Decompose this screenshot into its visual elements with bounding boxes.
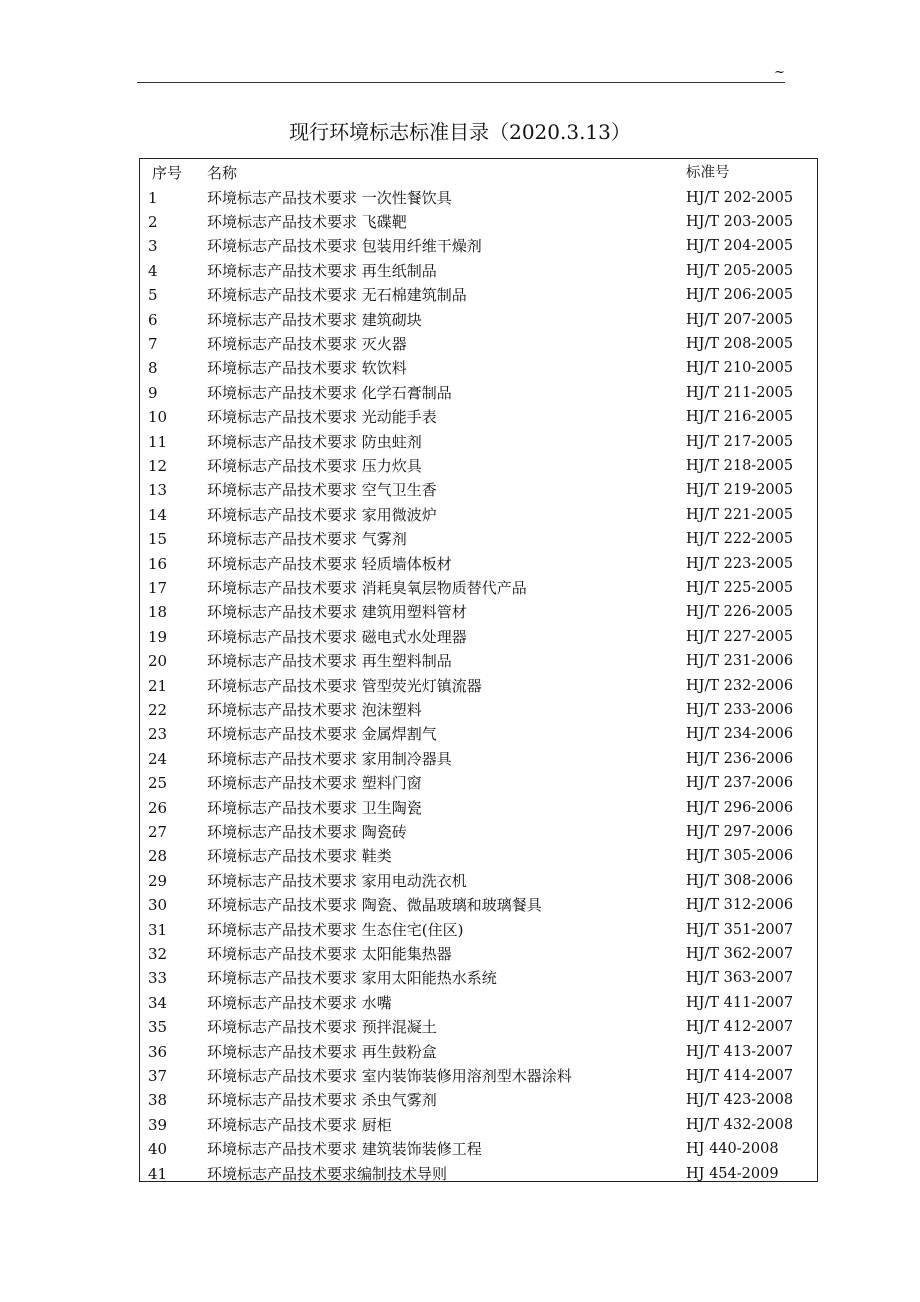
table-row bbox=[140, 576, 817, 600]
row-name: 环境标志产品技术要求 厨柜 bbox=[207, 1115, 392, 1134]
row-std: HJ/T 205-2005 bbox=[686, 262, 794, 279]
table-row bbox=[140, 283, 817, 307]
row-no: 6 bbox=[148, 310, 158, 329]
table-row bbox=[140, 747, 817, 771]
row-no: 13 bbox=[148, 481, 168, 500]
row-name: 环境标志产品技术要求 建筑用塑料管材 bbox=[207, 603, 467, 622]
header-std: 标准号 bbox=[686, 165, 730, 181]
table-row bbox=[140, 600, 817, 624]
row-name: 环境标志产品技术要求 消耗臭氧层物质替代产品 bbox=[207, 578, 527, 597]
table-row bbox=[140, 820, 817, 844]
table-row bbox=[140, 1040, 817, 1064]
row-no: 34 bbox=[148, 993, 168, 1012]
row-std: HJ/T 217-2005 bbox=[686, 433, 794, 450]
row-no: 25 bbox=[148, 774, 168, 793]
row-std: HJ/T 227-2005 bbox=[686, 628, 794, 645]
row-name: 环境标志产品技术要求 家用制冷器具 bbox=[207, 749, 452, 768]
table-row bbox=[140, 234, 817, 258]
row-no: 5 bbox=[148, 286, 158, 305]
row-std: HJ/T 308-2006 bbox=[686, 872, 794, 889]
row-std: HJ/T 432-2008 bbox=[686, 1116, 794, 1133]
row-no: 24 bbox=[148, 749, 168, 768]
table-row bbox=[140, 1137, 817, 1161]
table-row bbox=[140, 649, 817, 673]
row-no: 1 bbox=[148, 188, 158, 207]
row-no: 28 bbox=[148, 847, 168, 866]
row-no: 19 bbox=[148, 627, 168, 646]
row-no: 23 bbox=[148, 725, 168, 744]
table-row bbox=[140, 771, 817, 795]
row-std: HJ/T 219-2005 bbox=[686, 482, 794, 499]
row-name: 环境标志产品技术要求 陶瓷砖 bbox=[207, 822, 407, 841]
row-std: HJ/T 232-2006 bbox=[686, 677, 794, 694]
standards-table bbox=[139, 158, 818, 1182]
table-row bbox=[140, 454, 817, 478]
table-row bbox=[140, 918, 817, 942]
row-name: 环境标志产品技术要求 轻质墙体板材 bbox=[207, 554, 452, 573]
row-no: 4 bbox=[148, 261, 158, 280]
row-no: 32 bbox=[148, 944, 168, 963]
table-row bbox=[140, 308, 817, 332]
row-name: 环境标志产品技术要求 软饮料 bbox=[207, 359, 407, 378]
table-row bbox=[140, 844, 817, 868]
table-row bbox=[140, 430, 817, 454]
table-row bbox=[140, 186, 817, 210]
row-name: 环境标志产品技术要求 金属焊割气 bbox=[207, 725, 437, 744]
row-std: HJ/T 233-2006 bbox=[686, 701, 794, 718]
table-header-row bbox=[140, 161, 817, 185]
table-row bbox=[140, 405, 817, 429]
row-std: HJ/T 234-2006 bbox=[686, 726, 794, 743]
row-std: HJ/T 221-2005 bbox=[686, 506, 794, 523]
table-row bbox=[140, 356, 817, 380]
row-std: HJ/T 414-2007 bbox=[686, 1067, 794, 1084]
table-row bbox=[140, 503, 817, 527]
row-name: 环境标志产品技术要求 再生塑料制品 bbox=[207, 652, 452, 671]
table-row bbox=[140, 625, 817, 649]
table-row bbox=[140, 1064, 817, 1088]
row-name: 环境标志产品技术要求 再生纸制品 bbox=[207, 261, 437, 280]
row-name: 环境标志产品技术要求 塑料门窗 bbox=[207, 774, 422, 793]
table-row bbox=[140, 698, 817, 722]
row-name: 环境标志产品技术要求 化学石膏制品 bbox=[207, 383, 452, 402]
row-std: HJ/T 202-2005 bbox=[686, 189, 794, 206]
row-std: HJ/T 237-2006 bbox=[686, 775, 794, 792]
row-name: 环境标志产品技术要求 杀虫气雾剂 bbox=[207, 1091, 437, 1110]
row-name: 环境标志产品技术要求 陶瓷、微晶玻璃和玻璃餐具 bbox=[207, 896, 542, 915]
row-name: 环境标志产品技术要求 建筑装饰装修工程 bbox=[207, 1140, 482, 1159]
row-std: HJ/T 231-2006 bbox=[686, 653, 794, 670]
table-row bbox=[140, 1113, 817, 1137]
header-rule bbox=[137, 82, 785, 83]
row-name: 环境标志产品技术要求 光动能手表 bbox=[207, 408, 437, 427]
row-name: 环境标志产品技术要求 防虫蛀剂 bbox=[207, 432, 422, 451]
row-name: 环境标志产品技术要求 建筑砌块 bbox=[207, 310, 422, 329]
table-row bbox=[140, 893, 817, 917]
row-std: HJ/T 223-2005 bbox=[686, 555, 794, 572]
table-row bbox=[140, 381, 817, 405]
table-row bbox=[140, 210, 817, 234]
row-no: 39 bbox=[148, 1115, 168, 1134]
row-name: 环境标志产品技术要求 包装用纤维干燥剂 bbox=[207, 237, 482, 256]
row-no: 29 bbox=[148, 871, 168, 890]
row-name: 环境标志产品技术要求 家用电动洗衣机 bbox=[207, 871, 467, 890]
row-std: HJ/T 296-2006 bbox=[686, 799, 794, 816]
row-std: HJ/T 412-2007 bbox=[686, 1019, 794, 1036]
row-std: HJ/T 207-2005 bbox=[686, 311, 794, 328]
row-no: 21 bbox=[148, 676, 168, 695]
table-row bbox=[140, 259, 817, 283]
row-no: 17 bbox=[148, 578, 168, 597]
row-std: HJ/T 351-2007 bbox=[686, 921, 794, 938]
row-std: HJ/T 204-2005 bbox=[686, 238, 794, 255]
row-no: 35 bbox=[148, 1018, 168, 1037]
row-name: 环境标志产品技术要求 飞碟靶 bbox=[207, 212, 407, 231]
row-no: 22 bbox=[148, 700, 168, 719]
table-row bbox=[140, 527, 817, 551]
row-std: HJ/T 203-2005 bbox=[686, 213, 794, 230]
row-no: 11 bbox=[148, 432, 168, 451]
row-no: 38 bbox=[148, 1091, 168, 1110]
table-row bbox=[140, 552, 817, 576]
header-mark: ~ bbox=[774, 65, 785, 80]
row-std: HJ/T 297-2006 bbox=[686, 823, 794, 840]
row-no: 20 bbox=[148, 652, 168, 671]
row-std: HJ/T 362-2007 bbox=[686, 945, 794, 962]
table-row bbox=[140, 478, 817, 502]
row-no: 10 bbox=[148, 408, 168, 427]
row-std: HJ/T 411-2007 bbox=[686, 994, 794, 1011]
row-no: 40 bbox=[148, 1140, 168, 1159]
row-name: 环境标志产品技术要求 家用微波炉 bbox=[207, 505, 437, 524]
row-name: 环境标志产品技术要求 家用太阳能热水系统 bbox=[207, 969, 497, 988]
row-no: 37 bbox=[148, 1066, 168, 1085]
row-name: 环境标志产品技术要求 气雾剂 bbox=[207, 530, 407, 549]
header-no: 序号 bbox=[152, 164, 183, 182]
row-name: 环境标志产品技术要求 室内装饰装修用溶剂型木器涂料 bbox=[207, 1066, 572, 1085]
row-std: HJ/T 363-2007 bbox=[686, 970, 794, 987]
row-std: HJ/T 210-2005 bbox=[686, 360, 794, 377]
row-name: 环境标志产品技术要求 生态住宅(住区) bbox=[207, 920, 464, 939]
row-name: 环境标志产品技术要求 鞋类 bbox=[207, 847, 392, 866]
row-name: 环境标志产品技术要求 磁电式水处理器 bbox=[207, 627, 467, 646]
row-no: 8 bbox=[148, 359, 158, 378]
row-std: HJ/T 226-2005 bbox=[686, 604, 794, 621]
table-row bbox=[140, 796, 817, 820]
row-std: HJ/T 216-2005 bbox=[686, 409, 794, 426]
row-name: 环境标志产品技术要求 管型荧光灯镇流器 bbox=[207, 676, 482, 695]
table-row bbox=[140, 966, 817, 990]
row-std: HJ/T 236-2006 bbox=[686, 750, 794, 767]
row-no: 30 bbox=[148, 896, 168, 915]
row-no: 33 bbox=[148, 969, 168, 988]
row-name: 环境标志产品技术要求编制技术导则 bbox=[207, 1164, 448, 1183]
row-std: HJ/T 211-2005 bbox=[686, 384, 794, 401]
row-std: HJ/T 206-2005 bbox=[686, 287, 794, 304]
row-std: HJ/T 413-2007 bbox=[686, 1043, 794, 1060]
table-row bbox=[140, 1088, 817, 1112]
row-no: 27 bbox=[148, 822, 168, 841]
row-no: 36 bbox=[148, 1042, 168, 1061]
row-std: HJ/T 312-2006 bbox=[686, 897, 794, 914]
row-no: 12 bbox=[148, 456, 168, 475]
row-no: 3 bbox=[148, 237, 158, 256]
table-row bbox=[140, 1162, 817, 1186]
row-name: 环境标志产品技术要求 空气卫生香 bbox=[207, 481, 437, 500]
row-std: HJ/T 225-2005 bbox=[686, 579, 794, 596]
row-no: 26 bbox=[148, 798, 168, 817]
row-name: 环境标志产品技术要求 一次性餐饮具 bbox=[207, 188, 452, 207]
row-no: 2 bbox=[148, 212, 158, 231]
row-no: 9 bbox=[148, 383, 158, 402]
row-std: HJ 440-2008 bbox=[686, 1141, 779, 1158]
row-name: 环境标志产品技术要求 预拌混凝土 bbox=[207, 1018, 437, 1037]
page-title: 现行环境标志标准目录（2020.3.13） bbox=[289, 120, 631, 144]
table-row bbox=[140, 674, 817, 698]
row-std: HJ 454-2009 bbox=[686, 1165, 779, 1182]
table-row bbox=[140, 332, 817, 356]
row-name: 环境标志产品技术要求 再生鼓粉盒 bbox=[207, 1042, 437, 1061]
row-name: 环境标志产品技术要求 水嘴 bbox=[207, 993, 392, 1012]
row-std: HJ/T 208-2005 bbox=[686, 335, 794, 352]
table-row bbox=[140, 722, 817, 746]
table-row bbox=[140, 942, 817, 966]
row-name: 环境标志产品技术要求 泡沫塑料 bbox=[207, 700, 422, 719]
row-std: HJ/T 305-2006 bbox=[686, 848, 794, 865]
table-row bbox=[140, 869, 817, 893]
row-no: 16 bbox=[148, 554, 168, 573]
header-name: 名称 bbox=[207, 164, 238, 182]
row-no: 15 bbox=[148, 530, 168, 549]
row-no: 14 bbox=[148, 505, 168, 524]
row-name: 环境标志产品技术要求 无石棉建筑制品 bbox=[207, 286, 467, 305]
row-std: HJ/T 222-2005 bbox=[686, 531, 794, 548]
row-std: HJ/T 423-2008 bbox=[686, 1092, 794, 1109]
row-no: 7 bbox=[148, 334, 158, 353]
row-name: 环境标志产品技术要求 压力炊具 bbox=[207, 456, 422, 475]
row-no: 18 bbox=[148, 603, 168, 622]
row-name: 环境标志产品技术要求 卫生陶瓷 bbox=[207, 798, 422, 817]
table-row bbox=[140, 991, 817, 1015]
table-row bbox=[140, 1015, 817, 1039]
row-name: 环境标志产品技术要求 太阳能集热器 bbox=[207, 944, 452, 963]
row-no: 41 bbox=[148, 1164, 168, 1183]
row-no: 31 bbox=[148, 920, 168, 939]
row-std: HJ/T 218-2005 bbox=[686, 457, 794, 474]
row-name: 环境标志产品技术要求 灭火器 bbox=[207, 334, 407, 353]
